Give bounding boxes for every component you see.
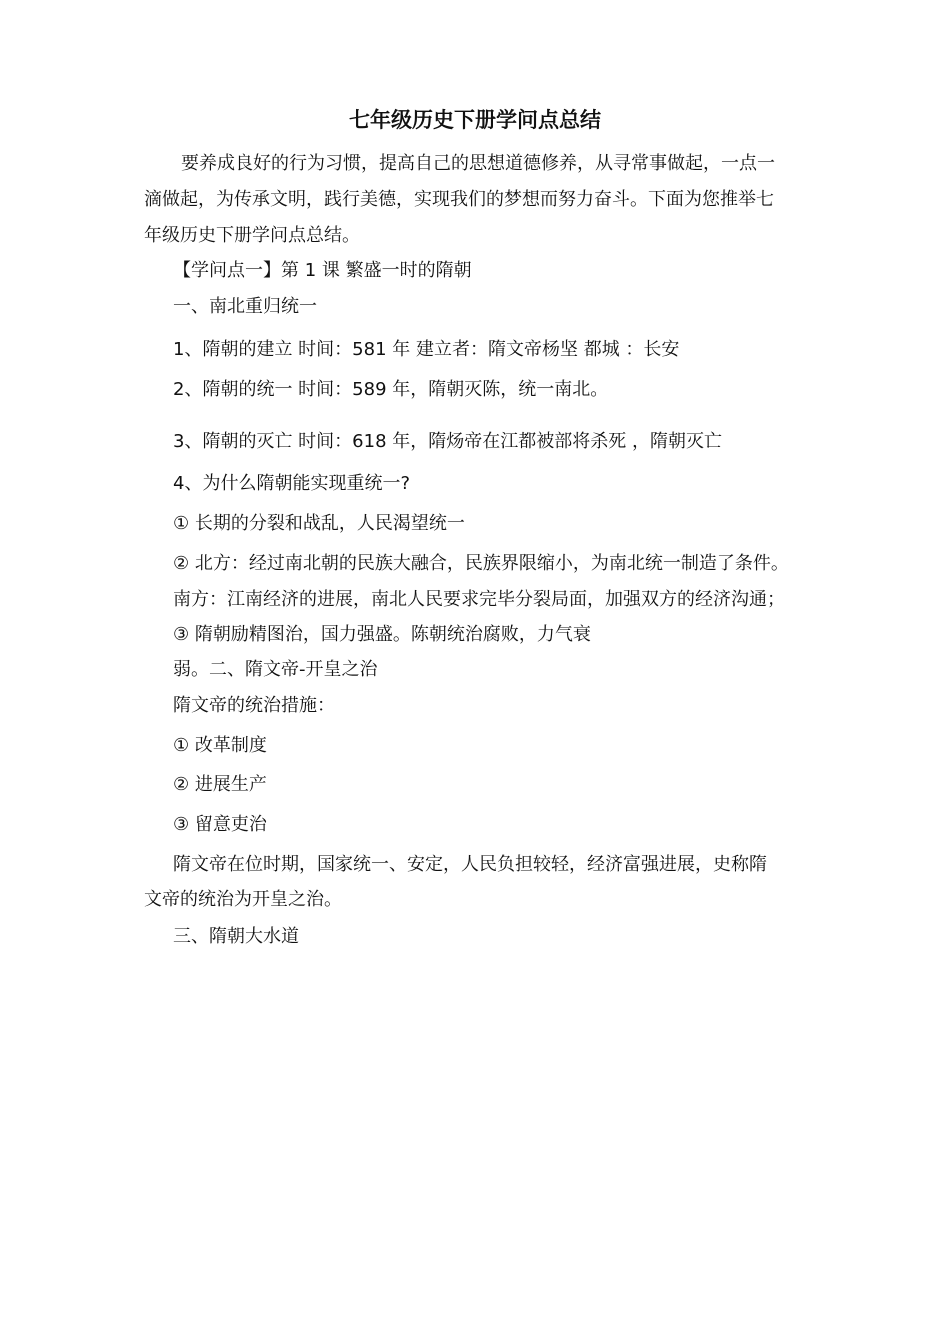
intro-line-1: 要养成良好的行为习惯，提高自己的思想道德修养，从寻常事做起，一点一 xyxy=(181,153,775,174)
list-item-unification: 2、隋朝的统一 时间：589 年，隋朝灭陈，统一南北。 xyxy=(173,379,609,400)
measure-2: ② 进展生产 xyxy=(173,774,267,795)
part3-heading: 三、隋朝大水道 xyxy=(173,926,299,947)
list-item-founding: 1、隋朝的建立 时间：581 年 建立者：隋文帝杨坚 都城 ：长安 xyxy=(173,339,680,360)
intro-line-2: 滴做起，为传承文明，践行美德，实现我们的梦想而努力奋斗。下面为您推举七 xyxy=(144,189,774,210)
document-title: 七年级历史下册学问点总结 xyxy=(349,108,601,132)
list-item-fall: 3、隋朝的灭亡 时间：618 年，隋炀帝在江都被部将杀死 ，隋朝灭亡 xyxy=(173,431,722,452)
reason-2-south: 南方：江南经济的进展，南北人民要求完毕分裂局面，加强双方的经济沟通； xyxy=(173,589,785,610)
section-heading: 【学问点一】第 1 课 繁盛一时的隋朝 xyxy=(173,260,472,281)
reason-3-continued: 弱。二、隋文帝-开皇之治 xyxy=(173,659,378,680)
reason-1: ① 长期的分裂和战乱，人民渴望统一 xyxy=(173,513,465,534)
reason-2-north: ② 北方：经过南北朝的民族大融合，民族界限缩小，为南北统一制造了条件。 xyxy=(173,553,789,574)
list-item-why-question: 4、为什么隋朝能实现重统一? xyxy=(173,473,411,494)
measures-heading: 隋文帝的统治措施： xyxy=(173,695,335,716)
reason-3: ③ 隋朝励精图治，国力强盛。陈朝统治腐败，力气衰 xyxy=(173,624,591,645)
part1-heading: 一、南北重归统一 xyxy=(173,296,317,317)
summary-line-1: 隋文帝在位时期，国家统一、安定，人民负担较轻，经济富强进展，史称隋 xyxy=(173,854,767,875)
intro-line-3: 年级历史下册学问点总结。 xyxy=(144,225,360,246)
measure-3: ③ 留意吏治 xyxy=(173,814,267,835)
summary-line-2: 文帝的统治为开皇之治。 xyxy=(144,889,342,910)
measure-1: ① 改革制度 xyxy=(173,735,267,756)
